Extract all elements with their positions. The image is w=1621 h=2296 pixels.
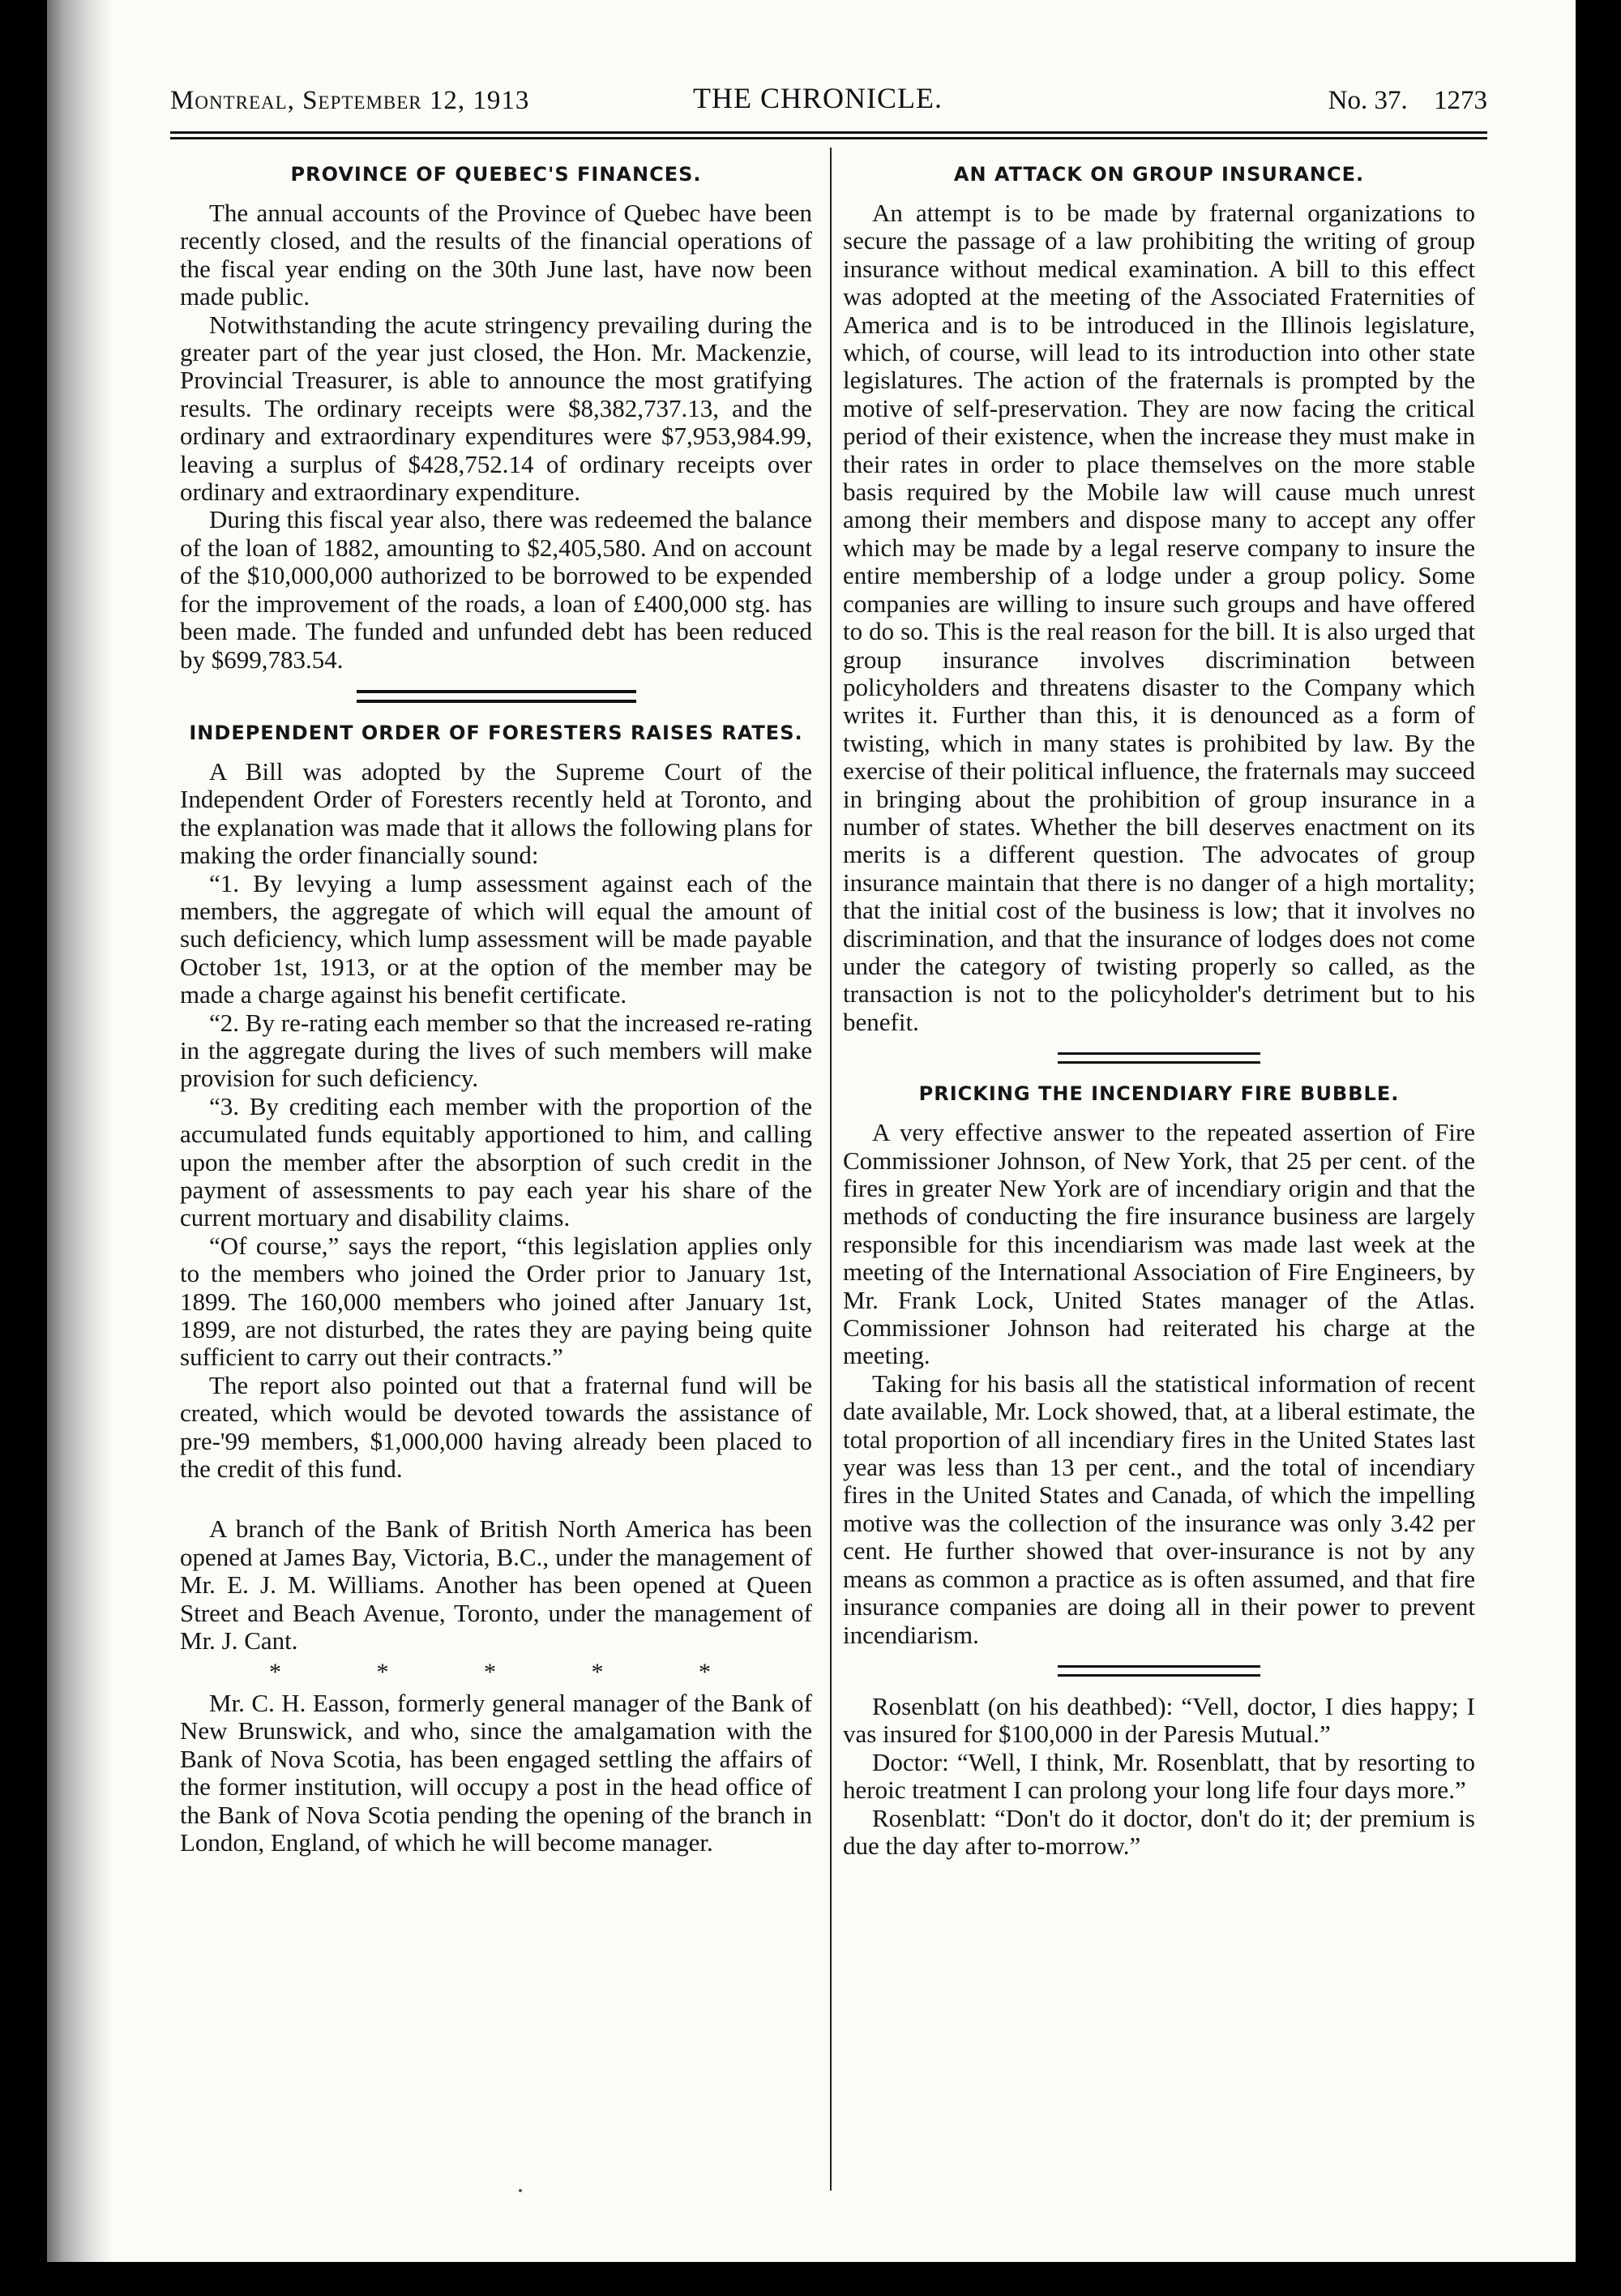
column-rule: [830, 148, 832, 2191]
running-header: [170, 81, 1487, 122]
anecdote-paragraph: Rosenblatt (on his deathbed): “Vell, doctor, I dies happy; I vas insured for $100,000 in der Paresis Mutual.”: [843, 1691, 1475, 1749]
anecdote-paragraph: Doctor: “Well, I think, Mr. Rosenblatt, that by resorting to heroic treatment I can prolong your long life four days more.”: [843, 1747, 1475, 1805]
article-paragraph: An attempt is to be made by fraternal organizations to secure the passage of a law prohibiting the writing of group insurance without medical examination. A bill to this effect was adopted at the meeting of the Associated Fraternities of America and is to be introduced in the Illinois legislature, which, of course, will lead to its introduction into other state legislatures. The action of the fraternals is prompted by the motive of self-preservation. They are now facing the critical period of their existence, when the increase they must make in their rates in order to place themselves on the more stable basis required by the Mobile law will cause much unrest among their members and dispose many to accept any offer which may be made by a legal reserve company to insure the entire membership of a lodge under a group policy. Some companies are willing to insure such groups and have offered to do so. This is the real reason for the bill. It is also urged that group insurance involves discrimination between policyholders and threatens disaster to the Company which writes it. Further than this, it is denounced as a form of twisting, which in many states is prohibited by law. By the exercise of their political influence, the fraternals may succeed in bringing about the prohibition of group insurance in a number of states. Whether the bill deserves enactment on its merits is a different question. The advocates of group insurance maintain that there is no danger of a high mortality; that the initial cost of the business is low; that it involves no discrimination, and that the insurance of lodges does not come under the category of twisting properly so called, as the transaction is not to the policyholder's detriment but to his benefit.: [843, 199, 1475, 1036]
page-number: 1273: [1434, 86, 1487, 115]
news-notes: [180, 1515, 812, 1857]
article-heading: PROVINCE OF QUEBEC'S FINANCES.: [290, 163, 702, 186]
anecdote: [843, 1693, 1475, 1860]
header-rule: [170, 131, 1487, 139]
article-incendiary-fire: [843, 1080, 1475, 1649]
article-paragraph: “3. By crediting each member with the proportion of the accumulated funds equitably apportioned to him, and calling upon the member after the absorption of such credit in the payment of assessments to pay each year his share of the current mortuary and disability claims.: [180, 1091, 812, 1232]
left-column: [180, 154, 812, 1857]
note-paragraph: Mr. C. H. Easson, formerly general manager of the Bank of New Brunswick, and who, since the amalgamation with the Bank of Nova Scotia, has been engaged settling the affairs of the former institution, will occupy a post in the head office of the Bank of Nova Scotia pending the opening of the branch in London, England, of which he will become manager.: [180, 1688, 812, 1857]
article-paragraph: “2. By re-rating each member so that the increased re-rating in the aggregate during the lives of such members will make provision for such deficiency.: [180, 1008, 812, 1093]
article-paragraph: “Of course,” says the report, “this legislation applies only to the members who joined the Order prior to January 1st, 1899. The 160,000 members who joined after January 1st, 1899, are not disturbed, the rates they are paying being quite sufficient to carry out their contracts.”: [180, 1231, 812, 1372]
dateline: Montreal, September 12, 1913: [170, 86, 530, 115]
section-divider: [1058, 1052, 1260, 1064]
section-divider: [357, 690, 636, 703]
section-divider: [1058, 1665, 1260, 1677]
article-quebec-finances: [180, 161, 812, 674]
publication-title: THE CHRONICLE.: [693, 82, 943, 114]
article-paragraph: Taking for his basis all the statistical information of recent date available, Mr. Lock showed, that, at a liberal estimate, the total proportion of all incendiary fires in the United States last year was less than 13 per cent., and the total of incendiary fires in the United States and Canada, of which the impelling motive was the collection of the insurance was only 3.42 per cent. He further showed that over-insurance is not by any means as common a practice as is often assumed, and that fire insurance companies are doing all in their power to prevent incendiarism.: [843, 1369, 1475, 1649]
article-paragraph: “1. By levying a lump assessment against each of the members, the aggregate of which will equal the amount of such deficiency, which lump assessment will be made payable October 1st, 1913, or at the option of the member may be made a charge against his benefit certificate.: [180, 868, 812, 1009]
spacer: [180, 1483, 812, 1515]
article-paragraph: The report also pointed out that a fraternal fund will be created, which would be devoted towards the assistance of pre-'99 members, $1,000,000 having already been placed to the credit of this fund.: [180, 1370, 812, 1484]
article-group-insurance: [843, 161, 1475, 1036]
article-paragraph: Notwithstanding the acute stringency prevailing during the greater part of the year just closed, the Hon. Mr. Mackenzie, Provincial Treasurer, is able to announce the most gratifying results. The ordinary receipts were $8,382,737.13, and the ordinary and extraordinary expenditures were $7,953,984.99, leaving a surplus of $428,752.14 of ordinary receipts over ordinary and extraordinary expenditure.: [180, 310, 812, 507]
article-foresters: [180, 719, 812, 1484]
star-separator: * * * * *: [269, 1658, 755, 1686]
right-column: [843, 154, 1475, 1860]
article-heading: AN ATTACK ON GROUP INSURANCE.: [953, 163, 1365, 186]
article-paragraph: A very effective answer to the repeated assertion of Fire Commissioner Johnson, of New York, that 25 per cent. of the fires in greater New York are of incendiary origin and that the methods of conducting the fire insurance business are largely responsible for this incendiarism was made last week at the meeting of the International Association of Fire Engineers, by Mr. Frank Lock, United States manager of the Atlas. Commissioner Johnson had reiterated his charge at the meeting.: [843, 1118, 1475, 1370]
article-paragraph: The annual accounts of the Province of Quebec have been recently closed, and the results of the financial operations of the fiscal year ending on the 30th June last, have now been made public.: [180, 199, 812, 311]
article-heading: INDEPENDENT ORDER OF FORESTERS RAISES RATES.: [189, 721, 803, 744]
issue-info: [1309, 86, 1487, 116]
page-speck: [519, 2189, 522, 2192]
article-paragraph: During this fiscal year also, there was redeemed the balance of the loan of 1882, amounting to $2,405,580. And on account of the $10,000,000 authorized to be borrowed to be expended for the improvement of the roads, a loan of £400,000 stg. has been made. The funded and unfunded debt has been reduced by $699,783.54.: [180, 505, 812, 674]
article-heading: PRICKING THE INCENDIARY FIRE BUBBLE.: [918, 1082, 1400, 1106]
note-paragraph: A branch of the Bank of British North America has been opened at James Bay, Victoria, B.C., under the management of Mr. E. J. M. Williams. Another has been opened at Queen Street and Beach Avenue, Toronto, under the management of Mr. J. Cant.: [180, 1514, 812, 1656]
anecdote-paragraph: Rosenblatt: “Don't do it doctor, don't do it; der premium is due the day after to-morrow.”: [843, 1803, 1475, 1860]
page-binding-shadow: [47, 0, 112, 2262]
issue-number: No. 37.: [1328, 86, 1408, 115]
article-paragraph: A Bill was adopted by the Supreme Court of the Independent Order of Foresters recently held at Toronto, and the explanation was made that it allows the following plans for making the order financially sound:: [180, 756, 812, 870]
